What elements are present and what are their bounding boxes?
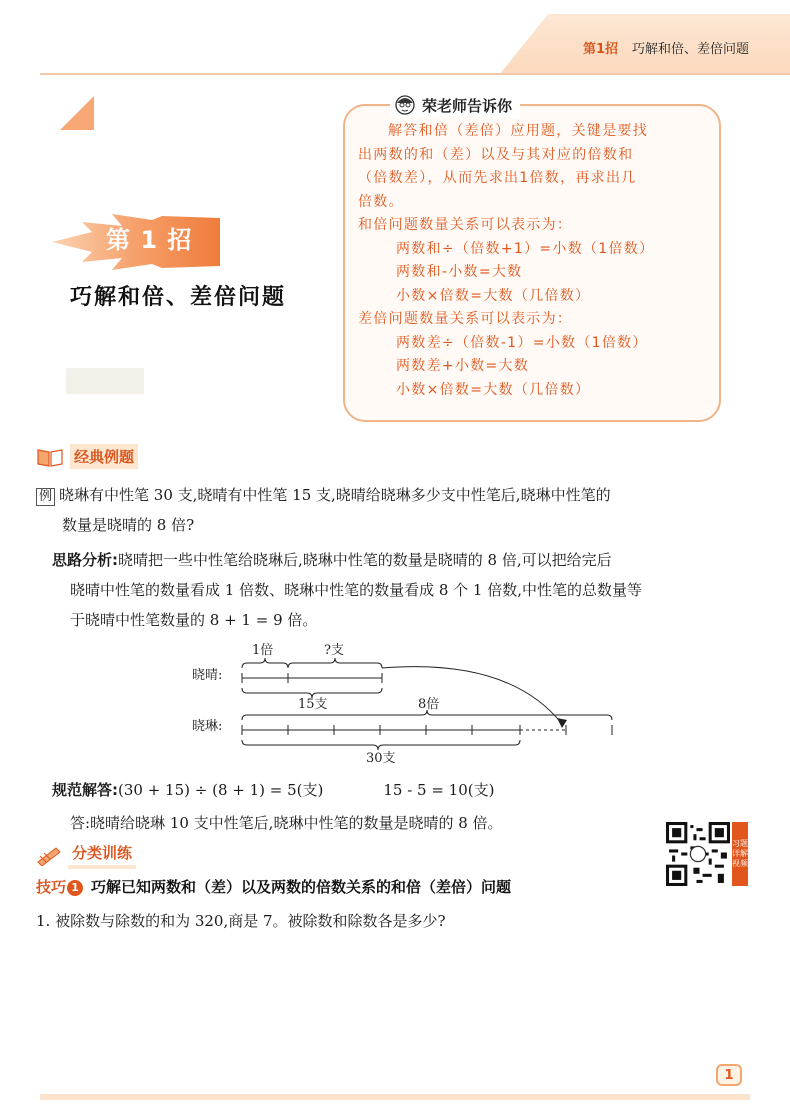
example-section-heading xyxy=(36,444,138,469)
problem-line: 数量是晓晴的 8 倍? xyxy=(62,516,195,534)
tip-line: 差倍问题数量关系可以表示为： xyxy=(358,311,573,327)
book-icon xyxy=(36,446,64,468)
ruler-pencil-icon xyxy=(36,844,64,866)
segment-diagram xyxy=(190,638,630,772)
diagram-row2-label: 晓琳: xyxy=(192,719,223,734)
diagram-15-label: 15支 xyxy=(298,697,328,712)
solution-equation-2: 15 - 5 = 10(支) xyxy=(383,781,495,799)
skill-title: 巧解已知两数和（差）以及两数的倍数关系的和倍（差倍）问题 xyxy=(91,878,512,896)
teacher-tip-body xyxy=(358,120,710,402)
diagram-1bei-label: 1倍 xyxy=(252,643,274,658)
brace-30 xyxy=(242,740,520,750)
skill-heading xyxy=(36,876,511,897)
tip-line: 倍数。 xyxy=(358,193,404,210)
analysis-label: 思路分析: xyxy=(52,551,118,569)
tip-line: 出两数的和（差）以及与其对应的倍数和 xyxy=(358,146,634,163)
skill-number: 1 xyxy=(67,880,83,896)
solution-equation-1: (30 + 15) ÷ (8 + 1) = 5(支) xyxy=(118,781,324,799)
analysis-line: 晓晴中性笔的数量看成 1 倍数、晓琳中性笔的数量看成 8 个 1 倍数,中性笔的总数量等 xyxy=(70,581,643,599)
chapter-badge: 第 1 招 xyxy=(106,226,193,254)
corner-triangle-decoration xyxy=(60,96,94,130)
example-problem xyxy=(36,480,611,540)
running-header xyxy=(583,38,749,57)
diagram-row1-label: 晓晴: xyxy=(192,668,223,683)
teacher-avatar-icon xyxy=(394,94,416,116)
answer-line: 答:晓晴给晓琳 10 支中性笔后,晓琳中性笔的数量是晓晴的 8 倍。 xyxy=(70,814,503,832)
training-section-heading xyxy=(36,840,136,869)
footer-band xyxy=(40,1094,750,1100)
tip-line: 两数差÷（倍数-1）=小数（1倍数） xyxy=(396,334,648,351)
diagram-30-label: 30支 xyxy=(366,751,396,766)
header-divider xyxy=(40,73,790,75)
example-section-label: 经典例题 xyxy=(70,444,138,469)
skill-tag: 技巧 xyxy=(36,878,67,896)
solution-label: 规范解答: xyxy=(52,781,118,799)
chapter-title: 巧解和倍、差倍问题 xyxy=(70,285,287,310)
analysis-block xyxy=(52,545,642,635)
problem-line: 晓琳有中性笔 30 支,晓晴有中性笔 15 支,晓晴给晓琳多少支中性笔后,晓琳中性笔的 xyxy=(59,486,611,504)
analysis-line: 于晓晴中性笔数量的 8 + 1 = 9 倍。 xyxy=(70,611,318,629)
brace-zhi xyxy=(288,658,382,668)
page-number: 1 xyxy=(716,1064,742,1086)
tip-line: 小数×倍数=大数（几倍数） xyxy=(396,287,591,304)
tip-line: 两数差+小数=大数 xyxy=(396,358,530,374)
diagram-8bei-label: 8倍 xyxy=(418,697,440,712)
teacher-tip-heading xyxy=(390,92,520,118)
tip-line: 两数和÷（倍数+1）=小数（1倍数） xyxy=(396,240,655,257)
solution-block xyxy=(52,775,494,805)
diagram-zhi-label: ?支 xyxy=(324,643,344,658)
training-section-label: 分类训练 xyxy=(68,840,136,869)
header-chapter-number: 第1招 xyxy=(583,42,619,57)
header-chapter-title: 巧解和倍、差倍问题 xyxy=(632,42,750,57)
tip-line: 和倍问题数量关系可以表示为： xyxy=(358,217,573,233)
analysis-line: 晓晴把一些中性笔给晓琳后,晓琳中性笔的数量是晓晴的 8 倍,可以把给完后 xyxy=(118,551,612,569)
faded-decoration xyxy=(66,368,144,394)
tip-line: 小数×倍数=大数（几倍数） xyxy=(396,381,591,398)
tip-line: 解答和倍（差倍）应用题，关键是要找 xyxy=(388,123,649,139)
tip-line: （倍数差），从而先求出1倍数，再求出几 xyxy=(358,170,637,186)
teacher-tip-title: 荣老师告诉你 xyxy=(422,96,513,115)
question-1: 1. 被除数与除数的和为 320,商是 7。被除数和除数各是多少? xyxy=(36,912,446,930)
qr-video-tab: 习题详解视频 xyxy=(732,822,748,886)
tip-line: 两数和-小数=大数 xyxy=(396,264,523,280)
example-badge: 例 xyxy=(36,488,55,506)
brace-1bei xyxy=(242,658,288,668)
qr-code-icon[interactable] xyxy=(666,822,730,886)
brace-15 xyxy=(242,688,382,698)
